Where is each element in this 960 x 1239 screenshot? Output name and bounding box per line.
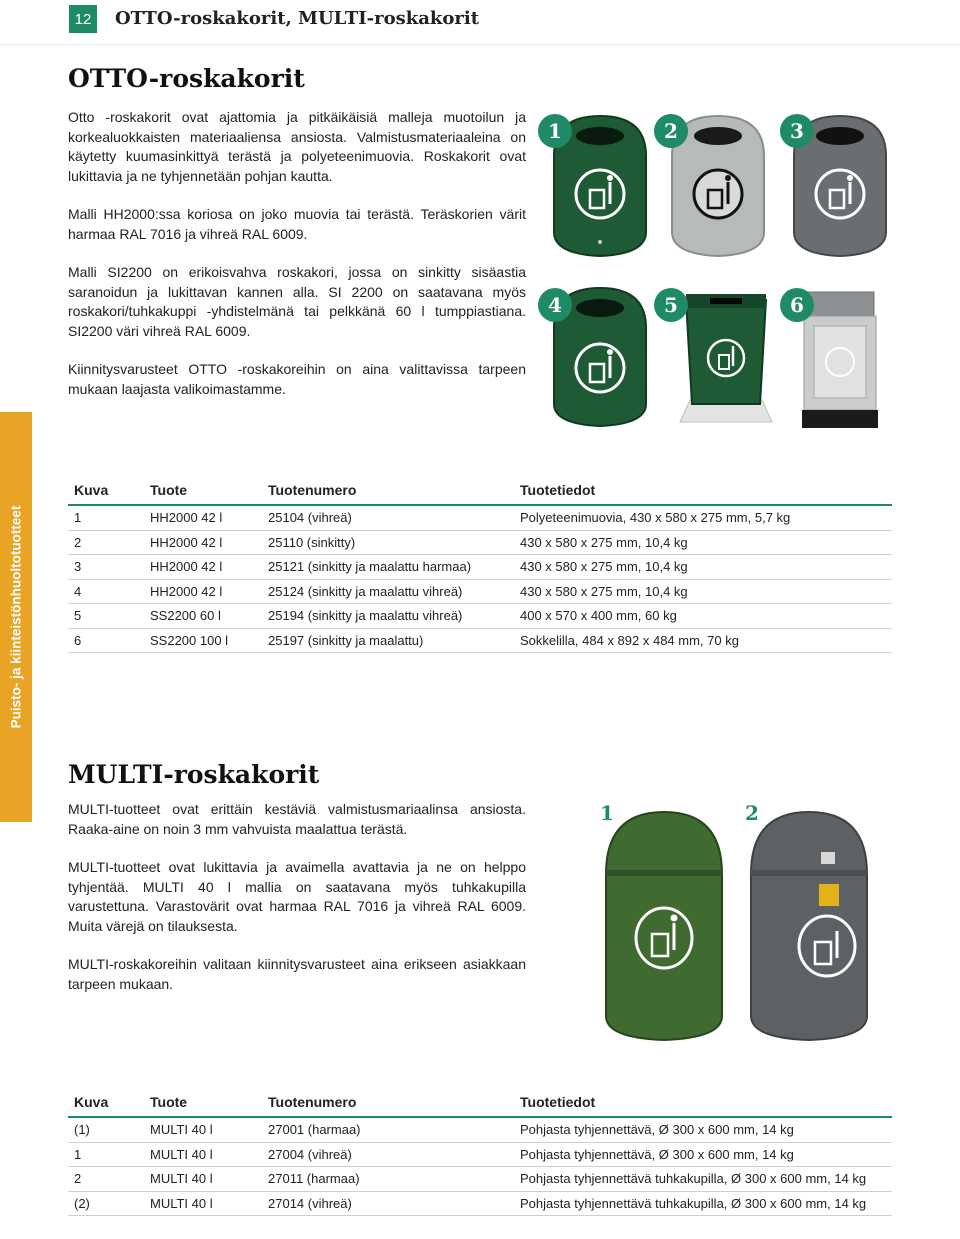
page-header xyxy=(0,0,960,45)
cell-tuotenumero: 25104 (vihreä) xyxy=(262,505,514,530)
cell-tuotetiedot: 430 x 580 x 275 mm, 10,4 kg xyxy=(514,530,892,555)
cell-tuotenumero: 27001 (harmaa) xyxy=(262,1117,514,1142)
cell-kuva: 2 xyxy=(68,1167,144,1192)
table-row xyxy=(68,505,892,530)
table-row xyxy=(68,579,892,604)
table-row xyxy=(68,1142,892,1167)
header-title: OTTO-roskakorit, MULTI-roskakorit xyxy=(115,8,480,29)
table-row xyxy=(68,555,892,580)
cell-kuva: 4 xyxy=(68,579,144,604)
otto-image-label-1: 1 xyxy=(538,114,572,148)
multi-accessories-paragraph: MULTI-roskakoreihin valitaan kiinnitysvarusteet aina erikseen asiakkaan tarpeen mukaan. xyxy=(68,956,526,992)
cell-tuotetiedot: Pohjasta tyhjennettävä tuhkakupilla, Ø 300 x 600 mm, 14 kg xyxy=(514,1167,892,1192)
cell-tuotenumero: 27011 (harmaa) xyxy=(262,1167,514,1192)
table-row xyxy=(68,1167,892,1192)
otto-image-label-3: 3 xyxy=(780,114,814,148)
cell-tuotetiedot: 430 x 580 x 275 mm, 10,4 kg xyxy=(514,579,892,604)
cell-tuotetiedot: 400 x 570 x 400 mm, 60 kg xyxy=(514,604,892,629)
column-header-tuotenumero: Tuotenumero xyxy=(262,1092,514,1117)
cell-tuote: SS2200 100 l xyxy=(144,628,262,653)
column-header-tuotetiedot: Tuotetiedot xyxy=(514,480,892,505)
table-row xyxy=(68,530,892,555)
cell-kuva: 6 xyxy=(68,628,144,653)
otto-accessories-paragraph: Kiinnitysvarusteet OTTO -roskakoreihin on aina valittavissa tarpeen mukaan laajasta valikoimastamme. xyxy=(68,361,526,397)
cell-kuva: (1) xyxy=(68,1117,144,1142)
cell-tuotenumero: 25124 (sinkitty ja maalattu vihreä) xyxy=(262,579,514,604)
cell-kuva: 1 xyxy=(68,1142,144,1167)
cell-kuva: 1 xyxy=(68,505,144,530)
cell-tuotetiedot: Polyeteenimuovia, 430 x 580 x 275 mm, 5,7 kg xyxy=(514,505,892,530)
otto-image-label-4: 4 xyxy=(538,288,572,322)
multi-features-paragraph: MULTI-tuotteet ovat lukittavia ja avaimella avattavia ja ne on helppo tyhjentää. MULTI 40 l mallia on saatavana myös tuhkakupilla varustettuna. Varastovärit ovat harmaa RAL 7016 ja vihreä RAL 6009. Muita värejä on tilauksesta. xyxy=(68,859,526,934)
otto-bin-image-5 xyxy=(676,290,776,432)
cell-tuotetiedot: Pohjasta tyhjennettävä, Ø 300 x 600 mm, 14 kg xyxy=(514,1142,892,1167)
cell-tuotenumero: 27004 (vihreä) xyxy=(262,1142,514,1167)
multi-heading: MULTI-roskakorit xyxy=(68,760,320,789)
multi-intro-paragraph: MULTI-tuotteet ovat erittäin kestäviä valmistusmariaalinsa ansiosta. Raaka-aine on noin 3 mm vahvuista maalattua terästä. xyxy=(68,801,526,837)
cell-tuote: MULTI 40 l xyxy=(144,1142,262,1167)
cell-tuote: MULTI 40 l xyxy=(144,1117,262,1142)
cell-tuote: SS2200 60 l xyxy=(144,604,262,629)
column-header-tuotenumero: Tuotenumero xyxy=(262,480,514,505)
multi-product-table xyxy=(68,1092,892,1216)
cell-tuotenumero: 25194 (sinkitty ja maalattu vihreä) xyxy=(262,604,514,629)
cell-tuotetiedot: Sokkelilla, 484 x 892 x 484 mm, 70 kg xyxy=(514,628,892,653)
otto-product-table xyxy=(68,480,892,653)
cell-tuote: MULTI 40 l xyxy=(144,1167,262,1192)
column-header-tuotetiedot: Tuotetiedot xyxy=(514,1092,892,1117)
cell-tuotetiedot: Pohjasta tyhjennettävä tuhkakupilla, Ø 300 x 600 mm, 14 kg xyxy=(514,1191,892,1216)
table-header-row xyxy=(68,480,892,505)
cell-tuotenumero: 25121 (sinkitty ja maalattu harmaa) xyxy=(262,555,514,580)
otto-heading: OTTO-roskakorit xyxy=(68,64,305,93)
cell-tuote: HH2000 42 l xyxy=(144,555,262,580)
cell-tuotetiedot: Pohjasta tyhjennettävä, Ø 300 x 600 mm, 14 kg xyxy=(514,1117,892,1142)
cell-tuote: HH2000 42 l xyxy=(144,579,262,604)
column-header-tuote: Tuote xyxy=(144,1092,262,1117)
multi-image-label-2: 2 xyxy=(745,801,759,825)
cell-tuotenumero: 25197 (sinkitty ja maalattu) xyxy=(262,628,514,653)
cell-tuotenumero: 27014 (vihreä) xyxy=(262,1191,514,1216)
cell-tuote: MULTI 40 l xyxy=(144,1191,262,1216)
column-header-kuva: Kuva xyxy=(68,480,144,505)
otto-si2200-paragraph: Malli SI2200 on erikoisvahva roskakori, jossa on sinkitty sisäastia saranoidun ja lukittavan kannen alla. SI 2200 on saatavana myös roskakori/tuhkakuppi -yhdistelmänä tai pelkkänä 60 l tumppiastiana. SI2200 väri vihreä RAL 6009. xyxy=(68,264,526,339)
cell-kuva: 3 xyxy=(68,555,144,580)
column-header-kuva: Kuva xyxy=(68,1092,144,1117)
otto-hh2000-paragraph: Malli HH2000:ssa koriosa on joko muovia tai terästä. Teräskorien värit harmaa RAL 7016 ja vihreä RAL 6009. xyxy=(68,206,526,242)
otto-image-label-2: 2 xyxy=(654,114,688,148)
table-header-row xyxy=(68,1092,892,1117)
sidebar-label: Puisto- ja kiinteistönhuoltotuotteet xyxy=(8,505,24,729)
table-row xyxy=(68,1191,892,1216)
multi-bin-image-2 xyxy=(745,808,873,1044)
cell-tuote: HH2000 42 l xyxy=(144,530,262,555)
table-row xyxy=(68,628,892,653)
cell-tuotenumero: 25110 (sinkitty) xyxy=(262,530,514,555)
multi-image-label-1: 1 xyxy=(600,801,614,825)
table-row xyxy=(68,604,892,629)
cell-tuote: HH2000 42 l xyxy=(144,505,262,530)
cell-tuotetiedot: 430 x 580 x 275 mm, 10,4 kg xyxy=(514,555,892,580)
otto-image-label-6: 6 xyxy=(780,288,814,322)
otto-image-label-5: 5 xyxy=(654,288,688,322)
cell-kuva: 2 xyxy=(68,530,144,555)
otto-intro-paragraph: Otto -roskakorit ovat ajattomia ja pitkäikäisiä malleja muotoilun ja korkealuokkaisten materiaaliensa ansiosta. Valmistusmateriaaleina on käytetty kuumasinkittyä terästä ja polyeteenimuovia. Roskakorit ovat lukittavia ja ne tyhjennetään pohjan kautta. xyxy=(68,109,526,184)
page-number: 12 xyxy=(69,5,97,33)
cell-kuva: (2) xyxy=(68,1191,144,1216)
cell-kuva: 5 xyxy=(68,604,144,629)
column-header-tuote: Tuote xyxy=(144,480,262,505)
table-row xyxy=(68,1117,892,1142)
multi-bin-image-1 xyxy=(600,808,728,1044)
